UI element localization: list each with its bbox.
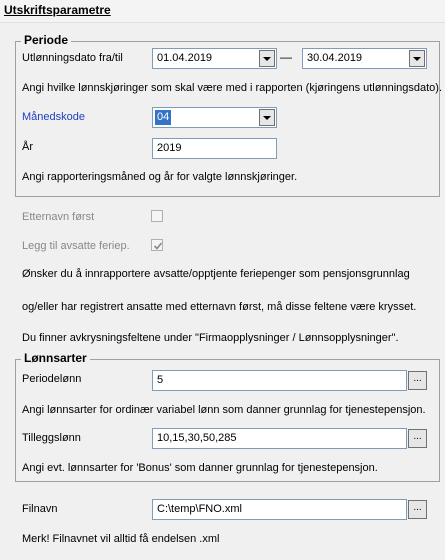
periodelonn-label: Periodelønn: [22, 373, 82, 385]
surname-first-label: Etternavn først: [22, 211, 95, 223]
date-info-text: Angi hvilke lønnskjøringer som skal være med i rapporten (kjøringens utlønningsdato).: [22, 82, 443, 94]
tilleggslonn-info-text: Angi evt. lønnsarter for 'Bonus' som danner grunnlag for tjenestepensjon.: [22, 462, 378, 474]
chevron-down-icon: [263, 57, 271, 61]
ellipsis-icon: ...: [413, 501, 422, 513]
periodelonn-value: 5: [157, 374, 164, 386]
filename-note-text: Merk! Filnavnet vil alltid få endelsen .xml: [22, 533, 220, 545]
ellipsis-icon: ...: [413, 430, 422, 442]
date-range-label: Utlønningsdato fra/til: [22, 52, 123, 64]
filename-field[interactable]: [152, 499, 407, 520]
holiday-pay-checkbox[interactable]: [151, 239, 163, 251]
date-to-value: 30.04.2019: [307, 52, 363, 64]
checkmark-icon: [152, 240, 164, 252]
date-separator: —: [280, 50, 292, 64]
year-label: År: [22, 141, 33, 153]
periodelonn-info-text: Angi lønnsarter for ordinær variabel lønn som danner grunnlag for tjenestepensjon.: [22, 404, 426, 416]
info-text-3: Du finner avkrysningsfeltene under "Firmaopplysninger / Lønnsopplysninger".: [22, 332, 399, 344]
filename-label: Filnavn: [22, 503, 58, 515]
periodelonn-field[interactable]: [152, 370, 407, 391]
chevron-down-icon: [263, 116, 271, 120]
month-code-label: Månedskode: [22, 111, 85, 123]
year-value: 2019: [157, 142, 182, 154]
date-to-dropdown-button[interactable]: [409, 50, 425, 67]
month-code-dropdown-button[interactable]: [259, 109, 275, 126]
chevron-down-icon: [413, 57, 421, 61]
page-title: Utskriftsparametre: [4, 3, 111, 17]
filename-value: C:\temp\FNO.xml: [157, 503, 242, 515]
surname-first-checkbox[interactable]: [151, 210, 163, 222]
tilleggslonn-browse-button[interactable]: [408, 429, 427, 448]
report-info-text: Angi rapporteringsmåned og år for valgte lønnskjøringer.: [22, 171, 298, 183]
year-field[interactable]: [152, 138, 277, 159]
filename-browse-button[interactable]: [408, 500, 427, 519]
periodelonn-browse-button[interactable]: [408, 371, 427, 390]
info-text-2: og/eller har registrert ansatte med etternavn først, må disse feltene være krysset.: [22, 301, 417, 313]
month-code-value: 04: [157, 111, 170, 123]
date-from-value: 01.04.2019: [157, 52, 213, 64]
date-from-dropdown-button[interactable]: [259, 50, 275, 67]
info-text-1: Ønsker du å innrapportere avsatte/opptjente feriepenger som pensjonsgrunnlag: [22, 268, 410, 280]
periode-group-title: Periode: [21, 33, 71, 47]
holiday-pay-label: Legg til avsatte feriep.: [22, 240, 130, 252]
tilleggslonn-value: 10,15,30,50,285: [157, 432, 237, 444]
ellipsis-icon: ...: [413, 372, 422, 384]
lonnsarter-group-title: Lønnsarter: [21, 351, 90, 365]
tilleggslonn-label: Tilleggslønn: [22, 432, 81, 444]
tilleggslonn-field[interactable]: [152, 428, 407, 449]
